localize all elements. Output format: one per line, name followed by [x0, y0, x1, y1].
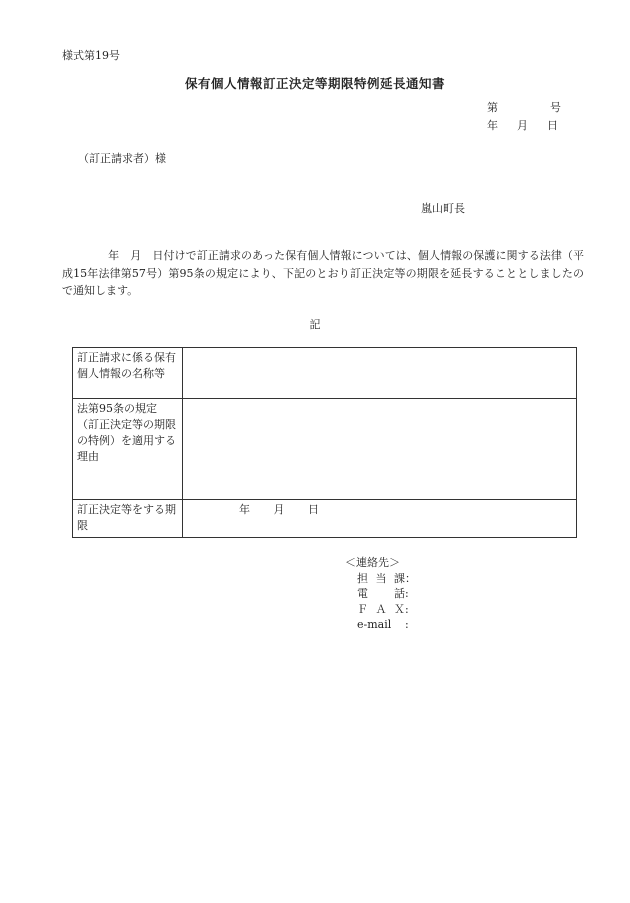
details-table [72, 347, 577, 538]
contact-item [345, 602, 416, 618]
form-number: 様式第19号 [62, 49, 120, 62]
contact-item [345, 617, 416, 633]
contact-label: e-mail [357, 618, 392, 631]
table-row [73, 500, 577, 538]
deadline-day: 日 [308, 503, 319, 516]
ki-heading: 記 [309, 318, 321, 331]
contact-item [345, 571, 416, 587]
contact-item [345, 586, 416, 602]
contact-label: ＦＡＸ [357, 602, 405, 616]
row-value [183, 399, 577, 500]
sender: 嵐山町長 [421, 202, 465, 215]
contact-heading: ＜連絡先＞ [345, 556, 400, 569]
document-title: 保有個人情報訂正決定等期限特例延長通知書 [184, 76, 445, 91]
contact-block [345, 555, 416, 633]
row-label: 訂正決定等をする期限 [73, 500, 183, 538]
deadline-cell [183, 500, 577, 538]
contact-sep: : [405, 587, 409, 600]
notice-body [62, 247, 584, 300]
body-date-prefix: 年 月 日付けで [108, 249, 197, 262]
number-prefix: 第 [487, 101, 498, 114]
contact-sep: ： [405, 571, 416, 585]
deadline-month: 月 [273, 503, 285, 516]
row-label: 訂正請求に係る保有個人情報の名称等 [73, 348, 183, 399]
deadline-year: 年 [239, 503, 250, 516]
row-label: 法第95条の規定（訂正決定等の期限の特例）を適用する理由 [73, 399, 183, 500]
date-day: 日 [547, 119, 558, 132]
contact-label: 担当課 [357, 571, 405, 585]
contact-label: 電 話 [357, 587, 405, 600]
table-row [73, 348, 577, 399]
date-year: 年 [487, 119, 498, 132]
body-text: 訂正請求のあった保有個人情報については、個人情報の保護に関する法律（平成15年法律第57号）第95条の規定により、下記のとおり訂正決定等の期限を延長することとしましたので通知します。 [62, 249, 585, 297]
number-suffix: 号 [550, 101, 561, 114]
table-row [73, 399, 577, 500]
addressee: （訂正請求者）様 [78, 152, 166, 165]
date-month: 月 [517, 119, 528, 132]
row-value [183, 348, 577, 399]
contact-sep: : [405, 618, 409, 631]
contact-sep: : [405, 602, 409, 616]
